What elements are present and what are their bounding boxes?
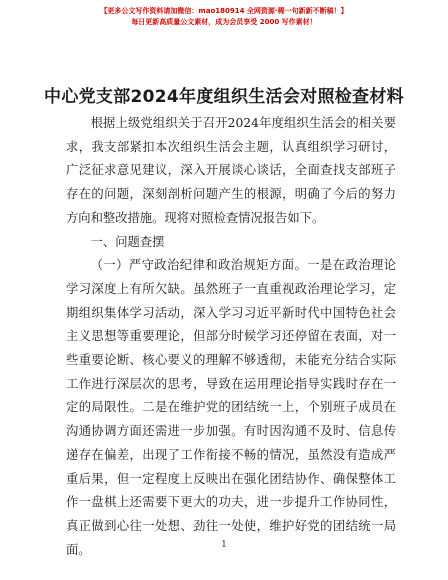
document-title: 中心党支部2024年度组织生活会对照检查材料	[44, 87, 404, 107]
intro-paragraph: 根据上级党组织关于召开2024年度组织生活会的相关要求，我支部紧扣本次组织生活会主题，认真组织学习研讨，广泛征求意见建议，深入开展谈心谈话，全面查找支部班子存在的问题，深刻剖析问题产生的根源，明确了今后的努力方向和整改措施。现将对照检查情况报告如下。	[66, 116, 396, 225]
section-heading: 一、问题查摆	[90, 234, 165, 249]
promo-banner-line-2: 每日更新高质量公文素材，成为会员享受 2000 写作素材！	[131, 18, 317, 26]
page-number: 1	[221, 540, 227, 550]
promo-banner-line-1: 【更多公文写作资料请加微信：mao180914 全网资源·稀一句新新不断稿！】	[100, 7, 348, 15]
document-body	[66, 112, 396, 562]
promo-banner	[0, 6, 448, 28]
section-paragraph: （一）严守政治纪律和政治规矩方面。一是在政治理论学习深度上有所欠缺。虽然班子一直重视政治理论学习，定期组织集体学习活动，深入学习习近平新时代中国特色社会主义思想等重要理论，但部分时候学习还停留在表面，对一些重要论断、核心要义的理解不够透彻，未能充分结合实际工作进行深层次的思考，导致在运用理论指导实践时存在一定的局限性。二是在维护党的团结统一上，个别班子成员在沟通协调方面还需进一步加强。有时因沟通不及时、信息传递存在偏差，出现了工作衔接不畅的情况，虽然没有造成严重后果，但一定程度上反映出在强化团结协作、确保整体工作一盘棋上还需要下更大的功夫，进一步提升工作协同性，真正做到心往一处想、劲往一处使，维护好党的团结统一局面。	[66, 258, 396, 557]
